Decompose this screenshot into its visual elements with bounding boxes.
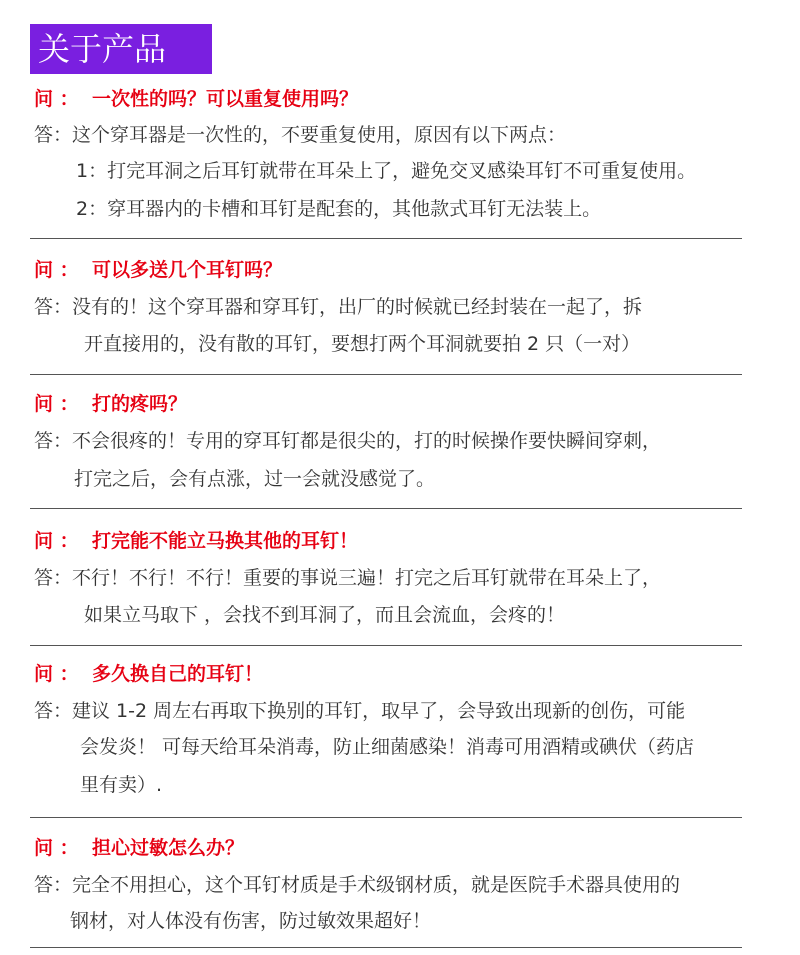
answer-prefix: 答：: [34, 124, 73, 146]
section-title: 关于产品: [38, 30, 167, 68]
divider: [30, 374, 742, 375]
answer-1-line-2: 1：打完耳洞之后耳钉就带在耳朵上了，避免交叉感染耳钉不可重复使用。: [76, 160, 697, 182]
answer-2-line-1: [34, 294, 642, 320]
answer-text: 不行！不行！不行！重要的事说三遍！打完之后耳钉就带在耳朵上了，: [72, 567, 662, 589]
divider: [30, 817, 742, 818]
question-5: [34, 661, 263, 687]
answer-text: 完全不用担心，这个耳钉材质是手术级钢材质，就是医院手术器具使用的: [72, 874, 681, 896]
answer-prefix: 答：: [34, 874, 73, 896]
question-1: [34, 86, 358, 112]
question-text: 担心过敏怎么办？: [92, 837, 245, 859]
answer-5-line-1: [34, 698, 685, 724]
answer-text: 没有的！这个穿耳器和穿耳钉，出厂的时候就已经封装在一起了，拆: [72, 296, 643, 318]
question-3: [34, 391, 187, 417]
question-text: 可以多送几个耳钉吗？: [92, 259, 283, 281]
answer-1-line-1: [34, 122, 566, 148]
answer-3-line-2: 打完之后，会有点涨，过一会就没感觉了。: [74, 468, 436, 490]
answer-4-line-1: [34, 565, 661, 591]
question-prefix: 问 ：: [34, 837, 79, 859]
question-prefix: 问 ：: [34, 393, 79, 415]
question-text: 打完能不能立马换其他的耳钉！: [92, 530, 359, 552]
question-prefix: 问 ：: [34, 663, 79, 685]
question-text: 打的疼吗？: [92, 393, 188, 415]
question-prefix: 问 ：: [34, 259, 79, 281]
divider: [30, 508, 742, 509]
question-6: [34, 835, 244, 861]
answer-6-line-1: [34, 872, 680, 898]
question-2: [34, 257, 282, 283]
answer-1-line-3: 2：穿耳器内的卡槽和耳钉是配套的，其他款式耳钉无法装上。: [76, 198, 602, 220]
answer-2-line-2: 开直接用的，没有散的耳钉，要想打两个耳洞就要拍 2 只（一对）: [84, 333, 641, 355]
answer-6-line-2: 钢材，对人体没有伤害，防过敏效果超好！: [70, 910, 432, 932]
answer-prefix: 答：: [34, 296, 73, 318]
answer-text: 这个穿耳器是一次性的，不要重复使用，原因有以下两点：: [72, 124, 567, 146]
question-text: 一次性的吗？可以重复使用吗？: [92, 88, 359, 110]
question-prefix: 问 ：: [34, 530, 79, 552]
answer-3-line-1: [34, 428, 661, 454]
answer-5-line-2: 会发炎！ 可每天给耳朵消毒，防止细菌感染！消毒可用酒精或碘伏（药店: [80, 736, 695, 758]
answer-text: 不会很疼的！专用的穿耳钉都是很尖的，打的时候操作要快瞬间穿刺，: [72, 430, 662, 452]
answer-4-line-2: 如果立马取下 ，会找不到耳洞了，而且会流血，会疼的！: [84, 604, 566, 626]
answer-prefix: 答：: [34, 700, 73, 722]
divider: [30, 238, 742, 239]
divider: [30, 645, 742, 646]
divider: [30, 947, 742, 948]
answer-prefix: 答：: [34, 567, 73, 589]
section-header: [30, 24, 212, 74]
question-4: [34, 528, 358, 554]
answer-text: 建议 1-2 周左右再取下换别的耳钉，取早了，会导致出现新的创伤，可能: [72, 700, 686, 722]
question-text: 多久换自己的耳钉！: [92, 663, 264, 685]
answer-prefix: 答：: [34, 430, 73, 452]
answer-5-line-3: 里有卖）.: [80, 774, 163, 796]
question-prefix: 问 ：: [34, 88, 79, 110]
